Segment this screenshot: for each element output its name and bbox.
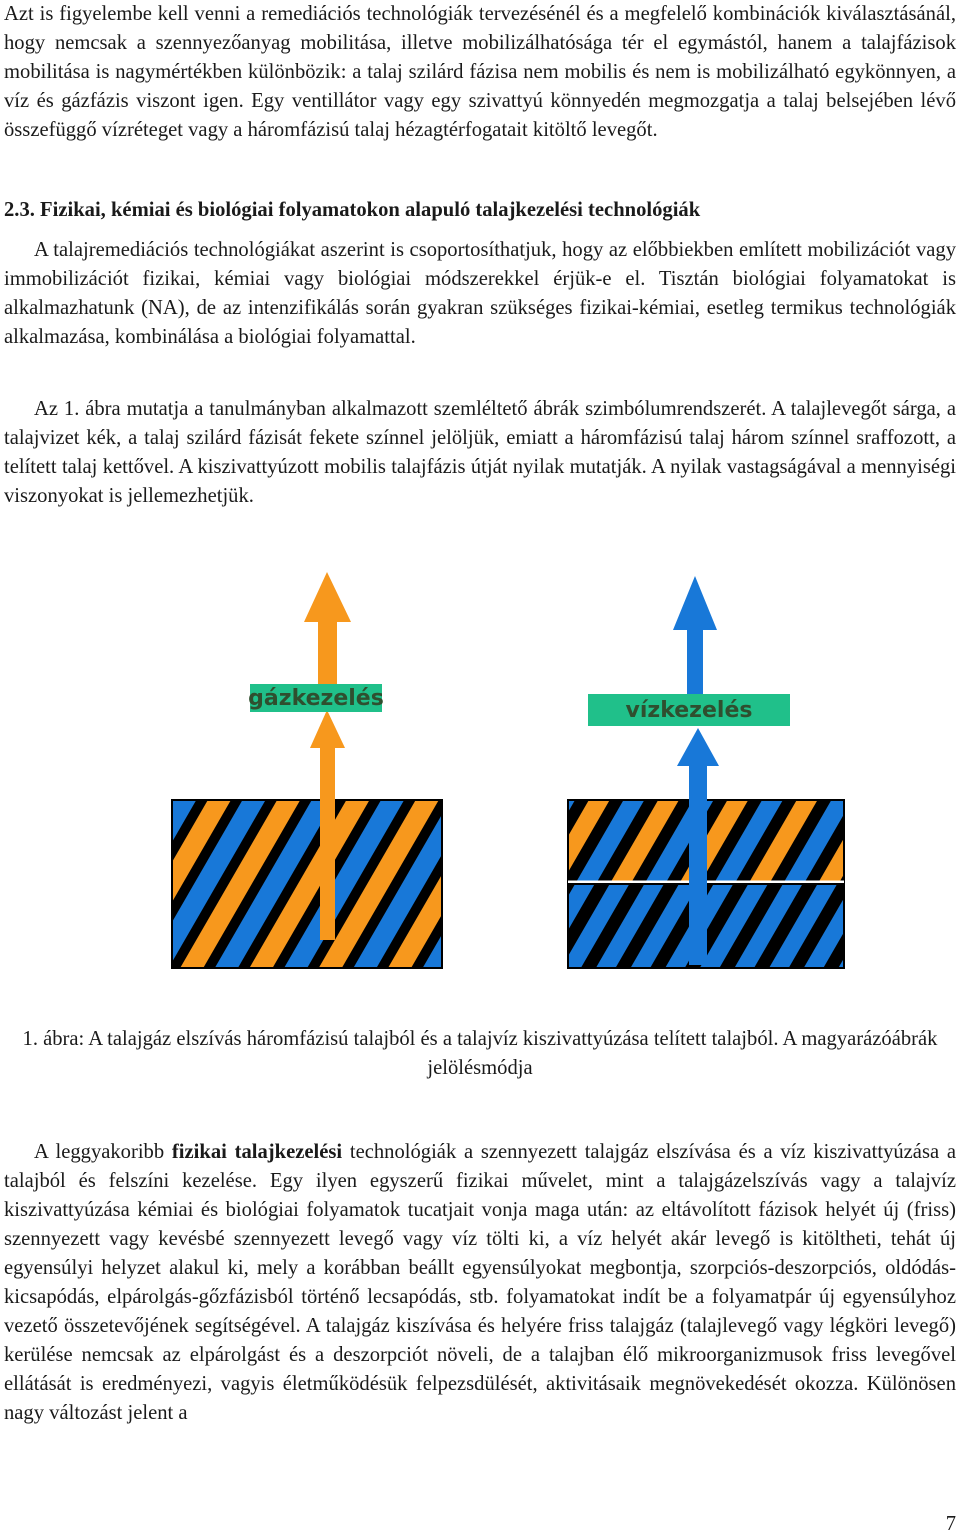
figure-caption: 1. ábra: A talajgáz elszívás háromfázisú talajból és a talajvíz kiszivattyúzása telített talajból. A magyarázóábrák jelölésmódja	[22, 1028, 938, 1079]
emphasis-physical-soil-treatment: fizikai talajkezelési	[171, 1141, 343, 1163]
water-treatment-label	[588, 694, 790, 726]
paragraph-classification: A talajremediációs technológiákat aszerint is csoportosíthatjuk, hogy az előbbiekben említett mobilizációt vagy immobilizációt fizikai, kémiai vagy biológiai módszerekkel érjük-e el. Tisztán biológiai folyamatokat is alkalmazhatunk (NA), de az intenzifikálás során gyakran szükséges fizikai-kémiai, esetleg termikus technológiák alkalmazása, kombinálása a biológiai folyamattal.	[4, 239, 956, 348]
paragraph-text-rest: technológiák a szennyezett talajgáz elszívása és a víz kiszivattyúzása a talajból és felszíni kezelése. Egy ilyen egyszerű fizikai művelet, mint a talajgázelszívás vagy a talajvíz kiszivattyúzása kémiai és biológiai folyamatok tucatjait vonja maga után: az eltávolított fázisok helyét új (friss) szennyezett vagy kevésbé szennyezett levegő vagy víz tölti ki, a víz helyét akár levegő is kitöltheti, tehát új egyensúlyi helyzet alakul ki, mely a korábban beállt egyensúlyokat megbontja, szorpciós-deszorpciós, oldódás-kicsapódás, elpárolgás-gőzfázisból történő lecsapódás, stb. folyamatokat indít be a folyamatpár új egyensúlyhoz vezető összetevőjének segítségével. A talajgáz kiszívása és helyére friss talajgáz (talajlevegő vagy légköri levegő) kerülése nemcsak az elpárolgást és a deszorpciót növeli, de a talajban élő mikroorganizmusok friss levegővel ellátását is eredményezi, vagyis életműködésük felpezsdülését, aktivitásaik megnövekedését okozza. Különösen nagy változást jelent a	[4, 1141, 956, 1424]
water-treatment-text: vízkezelés	[625, 698, 753, 723]
figure-svg	[0, 560, 960, 990]
paragraph-remediation-mobility: Azt is figyelembe kell venni a remediációs technológiák tervezésénél és a megfelelő kombinációk kiválasztásánál, hogy nemcsak a szennyezőanyag mobilitása, illetve mobilizálhatósága tér el egymástól, hanem a talajfázisok mobilitása is nagymértékben különbözik: a talaj szilárd fázisa nem mobilis és nem is mobilizálható egykönnyen, a víz és gázfázis viszont igen. Egy ventillátor vagy egy szivattyú könnyedén megmozgatja a talaj belsejében lévő összefüggő vízréteget vagy a háromfázisú talaj hézagtérfogatait kitöltő levegőt.	[4, 3, 956, 141]
figure-1-diagram	[0, 560, 960, 990]
gas-treatment-text: gázkezelés	[248, 686, 384, 711]
gas-treatment-label	[248, 684, 384, 712]
page-number: 7	[945, 1513, 956, 1535]
section-heading-2-3: 2.3. Fizikai, kémiai és biológiai folyamatokon alapuló talajkezelési technológiák	[4, 199, 701, 221]
paragraph-physical-treatment	[4, 1138, 956, 1428]
paragraph-figure-explanation: Az 1. ábra mutatja a tanulmányban alkalmazott szemléltető ábrák szimbólumrendszerét. A talajlevegőt sárga, a talajvizet kék, a talaj szilárd fázisát fekete színnel jelöljük, emiatt a háromfázisú talaj három színnel sraffozott, a telített talaj kettővel. A kiszivattyúzott mobilis talajfázis útját nyilak mutatják. A nyilak vastagságával a mennyiségi viszonyokat is jellemezhetjük.	[4, 398, 956, 507]
paragraph-text-start: A leggyakoribb	[34, 1141, 172, 1163]
three-phase-soil-block	[172, 800, 442, 968]
